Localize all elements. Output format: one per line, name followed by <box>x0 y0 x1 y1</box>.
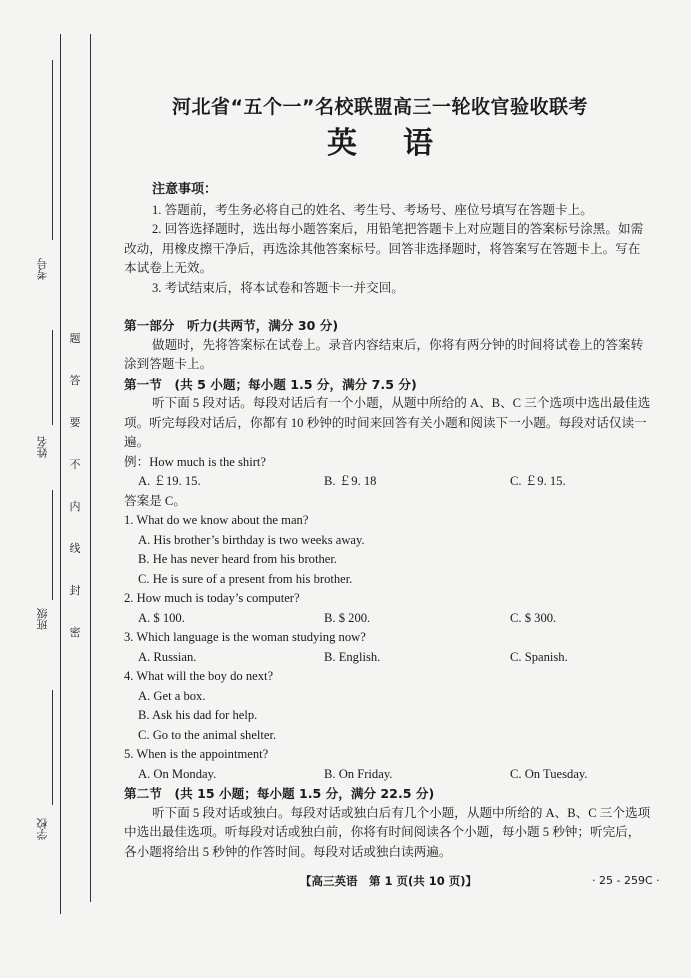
question-5: 5. When is the appointment? <box>124 747 269 761</box>
question-3-option-c: C. Spanish. <box>510 649 568 664</box>
paper-code: · 25 - 259C · <box>592 874 660 887</box>
notice-heading: 注意事项： <box>152 182 218 197</box>
class-field-line <box>52 490 53 600</box>
binding-line-outer <box>60 34 61 914</box>
question-1-option-b: B. He has never heard from his brother. <box>138 552 337 566</box>
seal-char: 密 <box>69 626 81 639</box>
question-5-option-b: B. On Friday. <box>324 766 393 781</box>
example-answer: 答案是 C。 <box>124 493 186 508</box>
exam-no-field-line <box>52 60 53 240</box>
example-question: 例：How much is the shirt? <box>124 454 267 469</box>
section2-instructions: 听下面 5 段对话或独白。每段对话或独白后有几个小题，从题中所给的 A、B、C 三个选项中选出最佳选项。听每段对话或独白前，你将有时间阅读各个小题，每小题 5 秒钟；听完后，各小题将给出 5 秒钟的作答时间。每段对话或独白读两遍。 <box>124 805 651 859</box>
seal-char: 要 <box>69 416 81 429</box>
question-5-option-c: C. On Tuesday. <box>510 766 588 781</box>
binding-line-inner <box>90 34 91 902</box>
question-2-option-a: A. $ 100. <box>138 610 185 625</box>
question-1: 1. What do we know about the man? <box>124 513 309 527</box>
notice-item: 2. 回答选择题时，选出每小题答案后，用铅笔把答题卡上对应题目的答案标号涂黑。如需改动，用橡皮擦干净后，再选涂其他答案标号。回答非选择题时，将答案写在答题卡上。写在本试卷上无效。 <box>124 222 644 275</box>
seal-char: 不 <box>69 458 81 471</box>
name-field-line <box>52 330 53 425</box>
question-3-option-b: B. English. <box>324 649 381 664</box>
notice-item: 1. 答题前，考生务必将自己的姓名、考生号、考场号、座位号填写在答题卡上。 <box>152 202 593 217</box>
section1-heading: 第一节 (共 5 小题；每小题 1.5 分，满分 7.5 分) <box>124 376 417 392</box>
school-label: 学校 <box>36 818 49 840</box>
example-option-c: C. ￡9. 15. <box>510 474 566 488</box>
question-3-options <box>124 648 652 668</box>
question-4-option-a: A. Get a box. <box>138 688 206 703</box>
question-2-option-b: B. $ 200. <box>324 610 371 625</box>
example-option-a: A. ￡19. 15. <box>138 474 201 488</box>
question-4-option-b: B. Ask his dad for help. <box>138 708 258 722</box>
seal-char: 线 <box>69 542 81 555</box>
exam-title: 河北省“五个一”名校联盟高三一轮收官验收联考 <box>172 96 588 118</box>
notice-item: 3. 考试结束后，将本试卷和答题卡一并交回。 <box>152 280 404 295</box>
exam-content <box>124 180 652 862</box>
question-4: 4. What will the boy do next? <box>124 669 274 683</box>
question-1-option-a: A. His brother’s birthday is two weeks away. <box>138 532 365 547</box>
part1-heading: 第一部分 听力(共两节，满分 30 分) <box>124 318 339 333</box>
seal-char: 答 <box>69 374 81 387</box>
question-5-option-a: A. On Monday. <box>138 766 217 781</box>
question-3-option-a: A. Russian. <box>138 649 197 664</box>
exam-no-label: 考号 <box>36 258 49 280</box>
name-label: 姓名 <box>36 436 49 458</box>
question-2-option-c: C. $ 300. <box>510 610 557 625</box>
question-1-option-c: C. He is sure of a present from his brother. <box>138 571 353 586</box>
question-4-option-c: C. Go to the animal shelter. <box>138 727 277 742</box>
part1-intro: 做题时，先将答案标在试卷上。录音内容结束后，你将有两分钟的时间将试卷上的答案转涂到答题卡上。 <box>124 337 644 371</box>
example-options <box>124 472 652 492</box>
seal-char: 封 <box>69 584 81 597</box>
seal-char: 题 <box>69 332 81 345</box>
page-footer: 【高三英语 第 1 页(共 10 页)】 <box>300 874 478 888</box>
exam-subject: 英语 <box>327 126 479 161</box>
question-3: 3. Which language is the woman studying now? <box>124 630 366 644</box>
section2-heading: 第二节 (共 15 小题；每小题 1.5 分，满分 22.5 分) <box>124 786 435 801</box>
seal-char: 内 <box>69 500 81 513</box>
example-option-b: B. ￡9. 18 <box>324 474 377 488</box>
question-2-options <box>124 609 652 629</box>
question-5-options <box>124 765 652 785</box>
class-label: 班级 <box>36 608 49 630</box>
question-2: 2. How much is today’s computer? <box>124 591 300 605</box>
seal-line-text <box>64 330 86 666</box>
section1-instructions: 听下面 5 段对话。每段对话后有一个小题，从题中所给的 A、B、C 三个选项中选出最佳选项。听完每段对话后，你都有 10 秒钟的时间来回答有关小题和阅读下一小题。每段对话仅读一遍。 <box>124 396 651 449</box>
school-field-line <box>52 690 53 805</box>
